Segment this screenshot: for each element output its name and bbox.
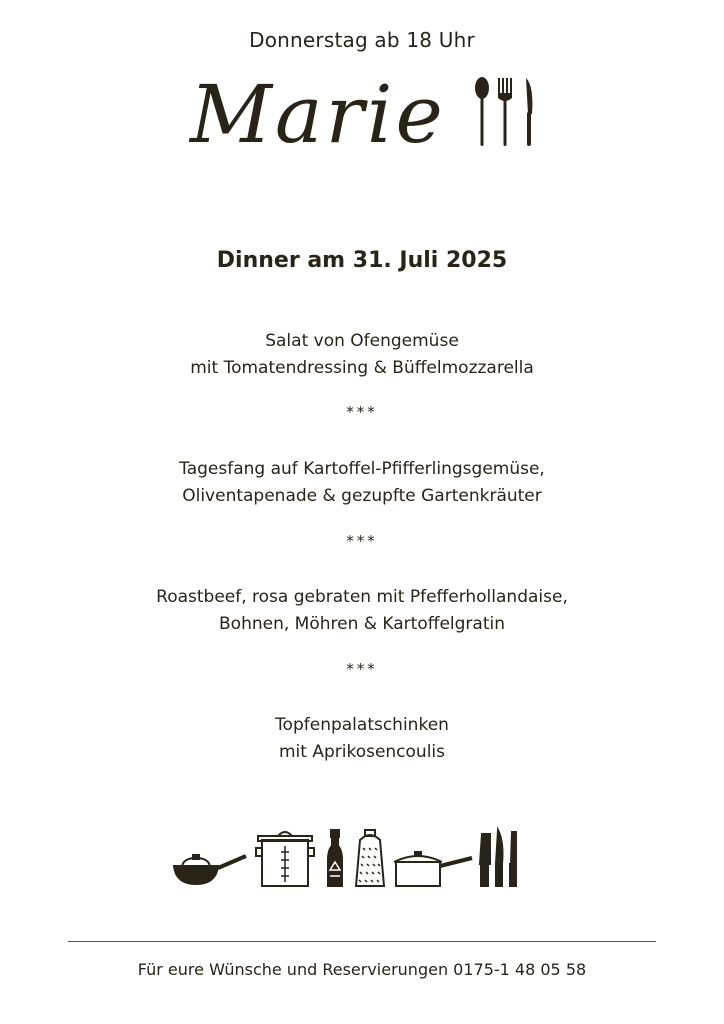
event-subtitle: Donnerstag ab 18 Uhr — [249, 28, 475, 52]
course-3-line-2: Bohnen, Möhren & Kartoffelgratin — [219, 614, 505, 634]
course-2 — [0, 456, 724, 510]
course-4-line-2: mit Aprikosencoulis — [278, 742, 446, 762]
stock-pot-icon — [256, 832, 314, 886]
footer-reservation-text: Für eure Wünsche und Reservierungen 0175-1 48 05 58 — [137, 960, 587, 979]
kitchen-knives-icon — [480, 830, 516, 886]
course-2-line-1: Tagesfang auf Kartoffel-Pfifferlingsgemüse, — [179, 459, 545, 479]
course-4-line-1: Topfenpalatschinken — [275, 715, 449, 735]
course-1-line-2: mit Tomatendressing & Büffelmozzarella — [190, 358, 534, 378]
course-separator: *** — [346, 403, 378, 421]
course-1-line-1: Salat von Ofengemüse — [265, 331, 459, 351]
course-1 — [0, 328, 724, 382]
knife-icon — [526, 78, 532, 146]
saucepan-icon — [394, 852, 472, 886]
logo-wordmark: Marie — [190, 68, 446, 161]
footer-divider — [68, 941, 656, 942]
restaurant-logo — [190, 70, 550, 165]
fork-icon — [498, 78, 512, 146]
bottle-icon — [328, 830, 342, 886]
menu-date-heading: Dinner am 31. Juli 2025 — [216, 248, 508, 273]
kitchen-utensils-illustration — [170, 826, 530, 890]
grater-icon — [356, 830, 384, 886]
frying-pan-icon — [174, 855, 246, 884]
cutlery-icon — [472, 76, 542, 148]
course-separator: *** — [346, 532, 378, 550]
course-2-line-2: Oliventapenade & gezupfte Gartenkräuter — [182, 486, 542, 506]
spoon-icon — [475, 77, 489, 146]
course-3-line-1: Roastbeef, rosa gebraten mit Pfefferhollandaise, — [156, 587, 568, 607]
course-separator: *** — [346, 660, 378, 678]
course-4 — [0, 712, 724, 766]
course-3 — [0, 584, 724, 638]
